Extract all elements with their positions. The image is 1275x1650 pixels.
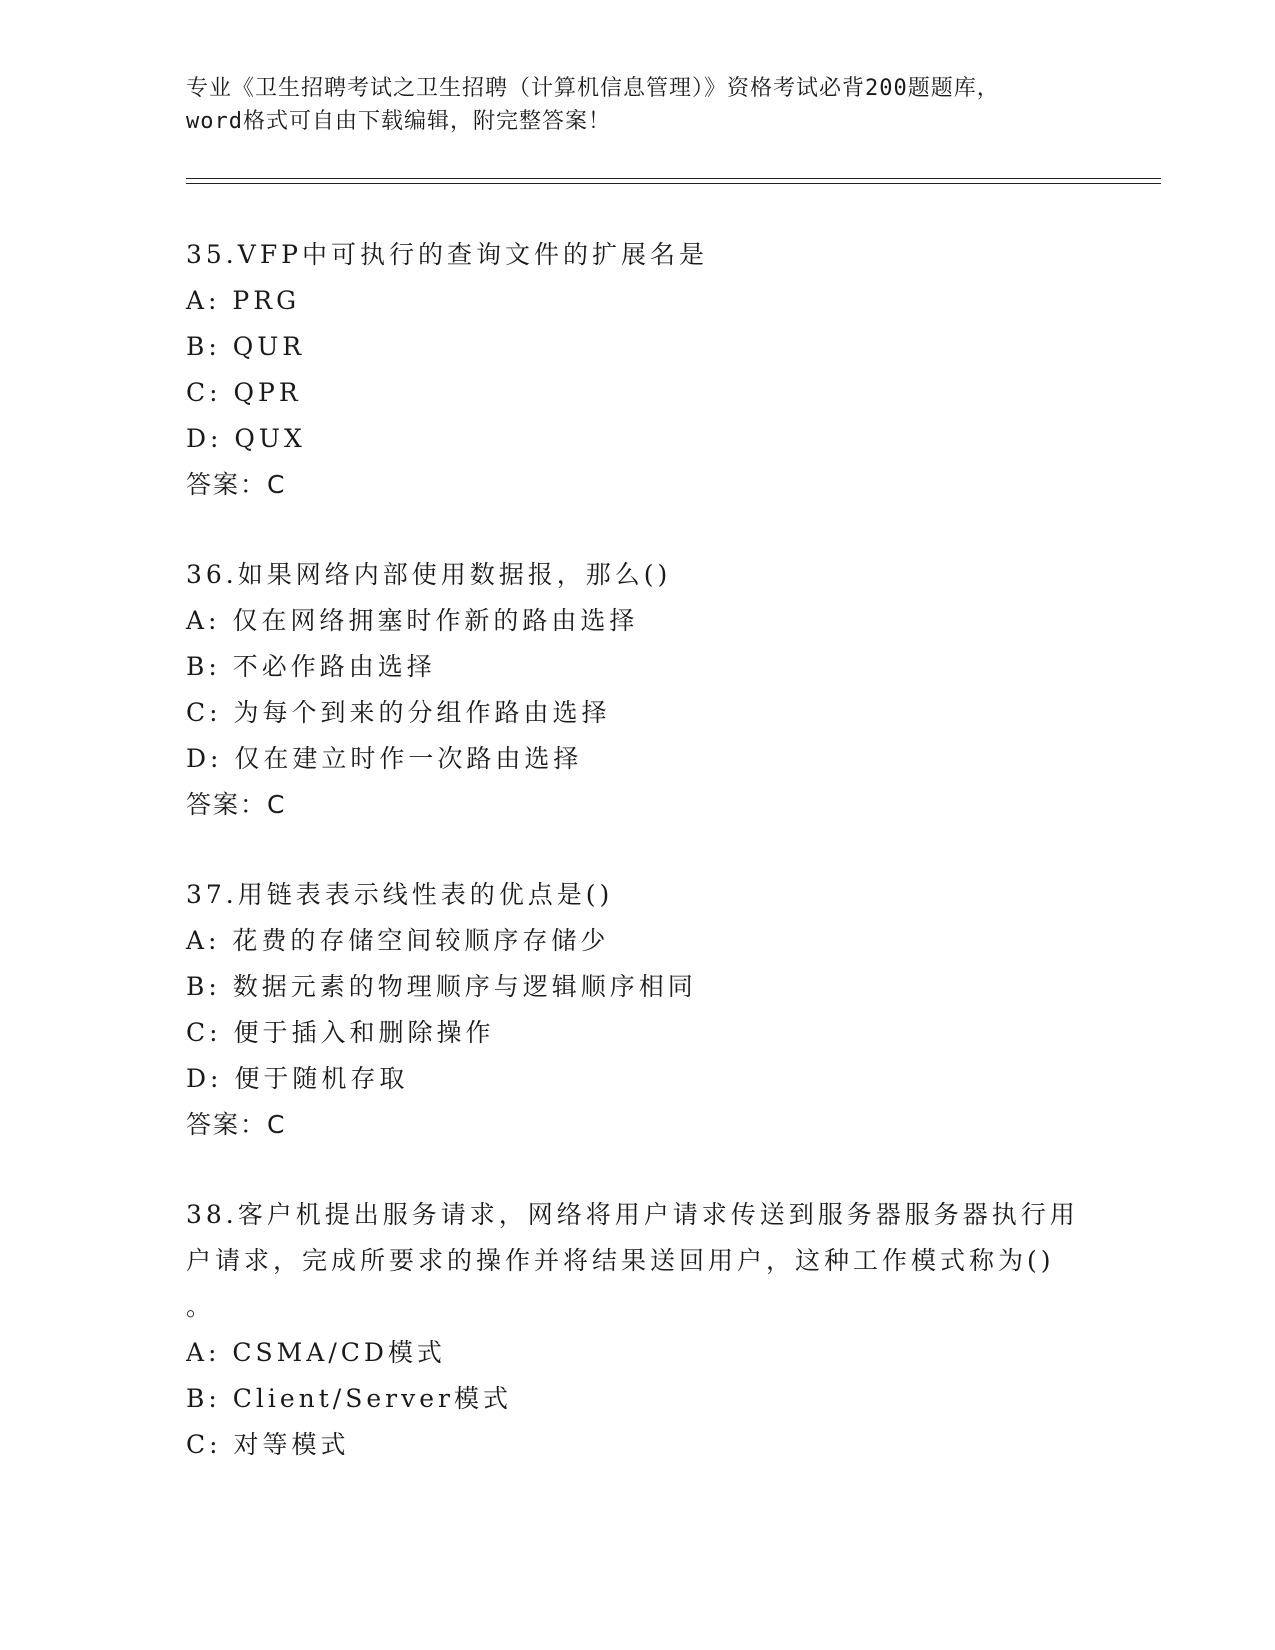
option-d: D: 仅在建立时作一次路由选择 xyxy=(186,744,583,773)
option-d: D: QUX xyxy=(186,424,306,453)
option-b: B: Client/Server模式 xyxy=(186,1384,512,1413)
answer: 答案：C xyxy=(186,1110,287,1139)
stem-line: 。 xyxy=(186,1292,216,1321)
option-a: A: 仅在网络拥塞时作新的路由选择 xyxy=(186,606,639,635)
question-35 xyxy=(186,232,1086,508)
option-b: B: QUR xyxy=(186,332,306,361)
answer: 答案：C xyxy=(186,470,287,499)
document-header xyxy=(186,72,1086,138)
option-b: B: 不必作路由选择 xyxy=(186,652,436,681)
answer: 答案：C xyxy=(186,790,287,819)
option-b: B: 数据元素的物理顺序与逻辑顺序相同 xyxy=(186,972,697,1001)
question-38 xyxy=(186,1192,1086,1468)
option-c: C: 便于插入和删除操作 xyxy=(186,1018,495,1047)
stem-line: 37.用链表表示线性表的优点是() xyxy=(186,880,614,909)
question-37 xyxy=(186,872,1086,1148)
option-a: A: PRG xyxy=(186,286,301,315)
option-c: C: 对等模式 xyxy=(186,1430,350,1459)
option-c: C: 为每个到来的分组作路由选择 xyxy=(186,698,611,727)
stem-line: 38.客户机提出服务请求，网络将用户请求传送到服务器服务器执行用 xyxy=(186,1200,1079,1229)
question-stem xyxy=(186,1192,1086,1330)
question-stem xyxy=(186,232,1086,278)
option-a: A: 花费的存储空间较顺序存储少 xyxy=(186,926,610,955)
question-36 xyxy=(186,552,1086,828)
header-divider-bottom xyxy=(186,183,1161,184)
header-line-1: 专业《卫生招聘考试之卫生招聘（计算机信息管理）》资格考试必背200题题库， xyxy=(186,76,1000,101)
stem-line: 35.VFP中可执行的查询文件的扩展名是 xyxy=(186,240,708,269)
option-c: C: QPR xyxy=(186,378,302,407)
question-stem xyxy=(186,872,1086,918)
stem-line: 户请求，完成所要求的操作并将结果送回用户，这种工作模式称为() xyxy=(186,1246,1055,1275)
header-divider-top xyxy=(186,178,1161,179)
stem-line: 36.如果网络内部使用数据报，那么() xyxy=(186,560,672,589)
question-stem xyxy=(186,552,1086,598)
header-line-2: word格式可自由下载编辑，附完整答案！ xyxy=(186,109,611,134)
option-d: D: 便于随机存取 xyxy=(186,1064,409,1093)
question-list xyxy=(186,232,1086,1512)
option-a: A: CSMA/CD模式 xyxy=(186,1338,446,1367)
